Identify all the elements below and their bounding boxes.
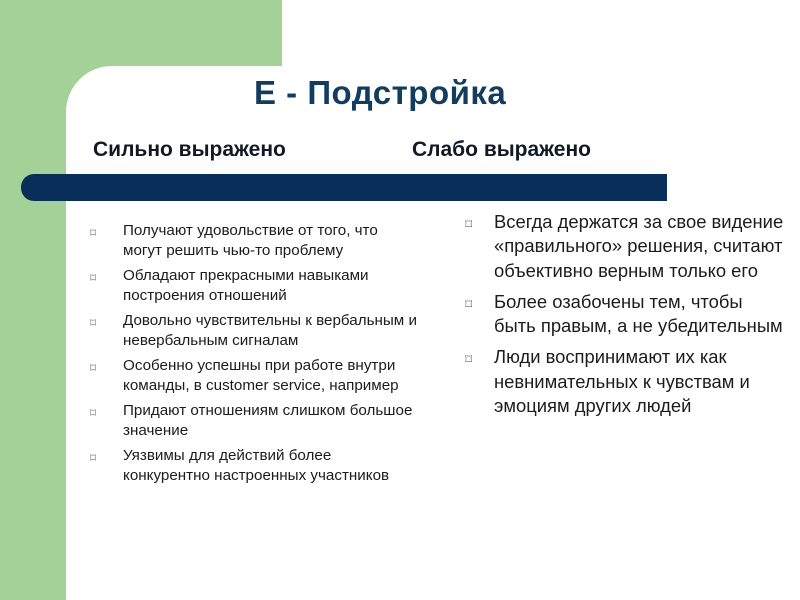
list-item-text: Всегда держатся за свое видение «правильного» решения, считают объективно верным только его xyxy=(494,211,784,281)
bullet-icon: ⌑ xyxy=(465,351,473,368)
list-item xyxy=(90,356,420,396)
green-left-strip xyxy=(0,0,66,600)
list-item-text: Получают удовольствие от того, что могут решить чью-то проблему xyxy=(123,222,378,259)
list-item xyxy=(90,221,420,261)
slide-title: Е - Подстройка xyxy=(254,74,507,111)
list-item-text: Более озабочены тем, чтобы быть правым, а не убедительным xyxy=(494,290,783,337)
list-item-text: Довольно чувствительны к вербальным и невербальным сигналам xyxy=(123,312,417,349)
list-item-text: Придают отношениям слишком большое значение xyxy=(123,402,413,439)
weak-list xyxy=(465,210,785,425)
list-item xyxy=(90,401,420,441)
list-item xyxy=(465,290,785,339)
bullet-icon: ⌑ xyxy=(90,451,97,465)
bullet-icon: ⌑ xyxy=(465,216,473,232)
list-item xyxy=(90,266,420,306)
list-item-text: Обладают прекрасными навыками построения отношений xyxy=(123,267,369,304)
bullet-icon: ⌑ xyxy=(90,361,97,375)
divider-bar xyxy=(21,174,667,201)
bullet-icon: ⌑ xyxy=(90,271,97,285)
list-item xyxy=(465,210,785,283)
bullet-icon: ⌑ xyxy=(90,316,97,330)
bullet-icon: ⌑ xyxy=(465,295,473,312)
list-item xyxy=(90,446,420,486)
list-item-text: Особенно успешны при работе внутри команды, в customer service, например xyxy=(123,357,399,394)
bullet-icon: ⌑ xyxy=(90,226,97,240)
column-heading-weak: Слабо выражено xyxy=(412,138,591,161)
list-item-text: Люди воспринимают их как невнимательных к чувствам и эмоциям других людей xyxy=(494,346,750,417)
list-item xyxy=(465,345,785,418)
list-item xyxy=(90,311,420,351)
strong-list xyxy=(90,221,420,491)
column-heading-strong: Сильно выражено xyxy=(93,138,286,161)
list-item-text: Уязвимы для действий более конкурентно настроенных участников xyxy=(123,447,390,484)
bullet-icon: ⌑ xyxy=(90,406,97,420)
